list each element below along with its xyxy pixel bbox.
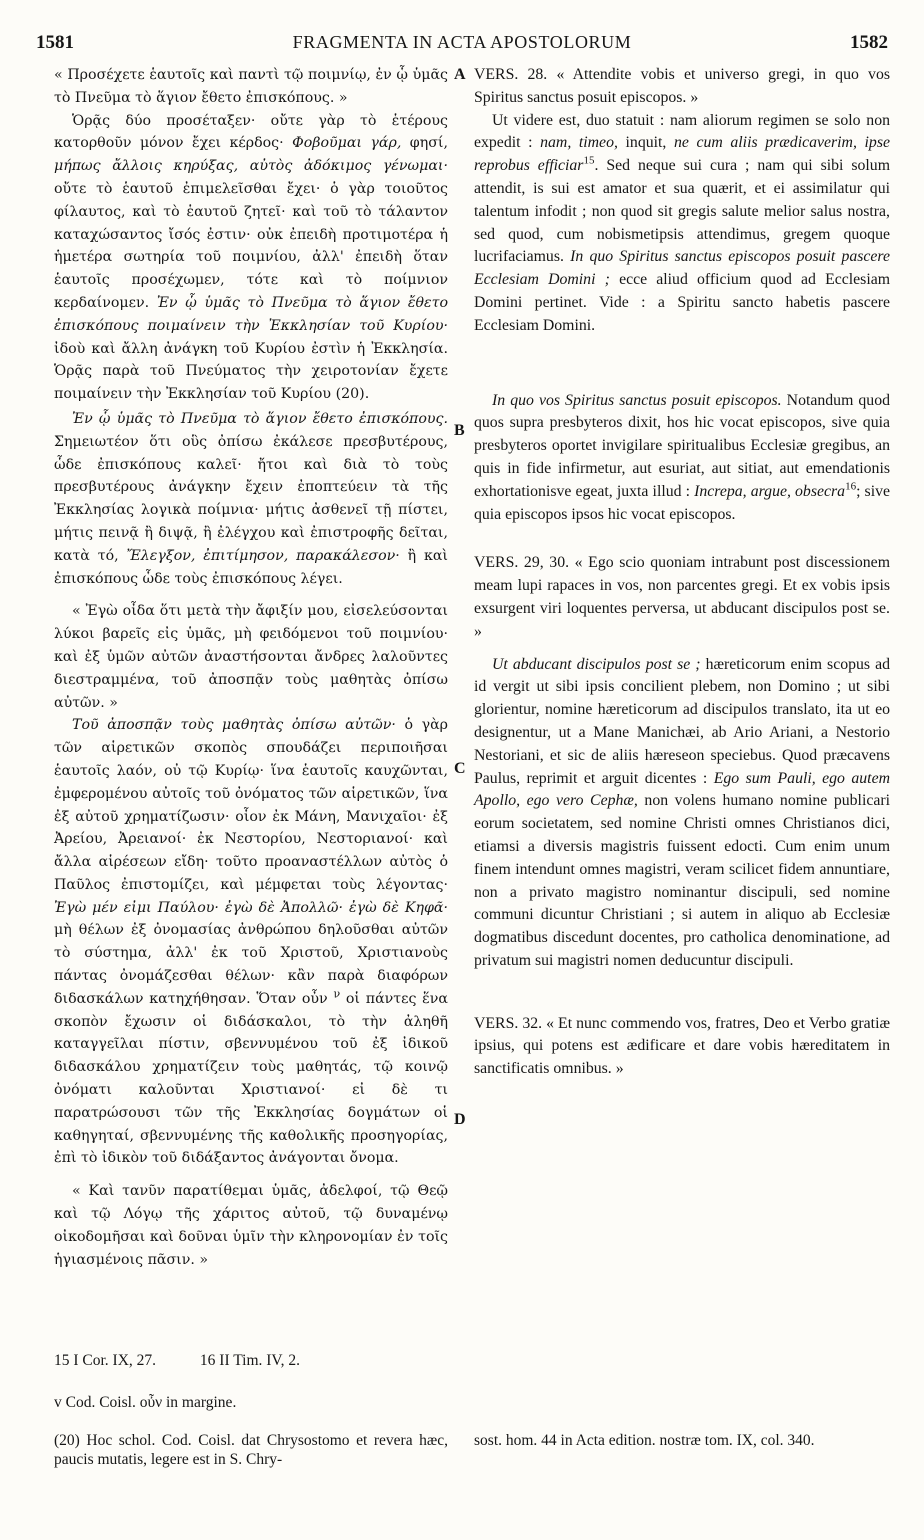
- margin-letter-b: B: [454, 422, 465, 439]
- latin-verse-28: VERS. 28. « Attendite vobis et universo gregi, in quo vos Spiritus sanctus posuit episcopos. »: [474, 66, 890, 106]
- greek-verse-28: « Προσέχετε ἑαυτοῖς καὶ παντὶ τῷ ποιμνίῳ, ἐν ᾧ ὑμᾶς τὸ Πνεῦμα τὸ ἅγιον ἔθετο ἐπισκόπους. »: [54, 67, 448, 106]
- latin-commentary-3: Ut abducant discipulos post se ; hæreticorum enim scopus ad id vergit ut sibi ipsis concilient plebem, non Domino ; ut sibi glorientur, nomine hæreticorum ad discipulos translato, ita ut eo designentur, ut a Mane Manichæi, ab Ario Ariani, a Nestorio Nestoriani, et sic de aliis hæreseon speciebus. Quod præcavens Paulus, reprimit et arguit dicentes : Ego sum Pauli, ego autem Apollo, ego vero Cephæ, non volens humano nomine publicari eorum societatem, sed nomine Christi omnes Christianos dici, etiamsi a diversis magistris fuissent edocti. Cum enim unum finem intendunt omnes magistri, veram scilicet fidem annuntiare, non a privato magistro nominantur discipuli, sed nomine communi dicuntur Christiani ; si autem in aliquo ab Ecclesiæ dogmatibus discedunt docentes, pro catholica denominatione, ad privatum sui magistri nomen deducuntur discipuli.: [474, 655, 890, 969]
- latin-column: [474, 64, 890, 1081]
- latin-verse-29-30: VERS. 29, 30. « Ego scio quoniam intrabunt post discessionem meam lupi rapaces in vos, non parcentes gregi. Et ex vobis ipsis exsurgent viri loquentes perversa, ut abducant discipulos post se. »: [474, 554, 890, 640]
- latin-commentary-1: Ut videre est, duo statuit : nam aliorum regimen se solo non expedit : nam, timeo, inquit, ne cum aliis prædicaverim, ipse reprobus efficiar$^{15}$. Sed neque sui cura ; nam qui sibi solum attendit, is sui est amator et sua quærit, et ei assimilatur qui talentum infodit ; non quod sit gregis salute melior salus nostra, sed quod, cum nobismetipsis attendimus, gregem quoque lucrifaciamus. In quo Spiritus sanctus episcopos posuit pascere Ecclesiam Domini ; ecce aliud officium quod ad Ecclesiam Domini pertinet. Vide : a Spiritu sancto habetis pascere Ecclesiam Domini.: [474, 111, 891, 334]
- footnote-15: 15 I Cor. IX, 27.: [54, 1352, 157, 1369]
- margin-letter-a: A: [454, 66, 466, 83]
- greek-verse-29-30: « Ἐγὼ οἶδα ὅτι μετὰ τὴν ἄφιξίν μου, εἰσελεύσονται λύκοι βαρεῖς εἰς ὑμᾶς, μὴ φειδόμενοι τοῦ ποιμνίου· καὶ ἐξ ὑμῶν αὐτῶν ἀναστήσονται ἄνδρες λαλοῦντες διεστραμμένα, τοῦ ἀποσπᾷν τοὺς μαθητὰς ὀπίσω αὐτῶν. »: [54, 603, 448, 711]
- footnote-16: 16 II Tim. IV, 2.: [199, 1352, 300, 1369]
- margin-letter-d: D: [454, 1111, 466, 1128]
- column-number-right: 1582: [850, 32, 888, 53]
- footnote-variant: v Cod. Coisl. οὖν in margine.: [54, 1394, 237, 1411]
- column-number-left: 1581: [36, 32, 74, 53]
- greek-verse-32: « Καὶ τανῦν παρατίθεμαι ὑμᾶς, ἀδελφοί, τῷ Θεῷ καὶ τῷ Λόγῳ τῆς χάριτος αὐτοῦ, τῷ δυναμένῳ οἰκοδομῆσαι καὶ δοῦναι ὑμῖν τὴν κληρονομίαν ἐν τοῖς ἡγιασμένοις πᾶσιν. »: [54, 1183, 448, 1268]
- greek-scholion-2: Ἐν ᾧ ὑμᾶς τὸ Πνεῦμα τὸ ἅγιον ἔθετο ἐπισκόπους. Σημειωτέον ὅτι οὓς ὀπίσω ἐκάλεσε πρεσβυτέρους, ὧδε ἐπισκόπους καλεῖ· ἤτοι καὶ διὰ τὸ τοὺς πρεσβυτέρους ἀνάγκην ἔχειν ἐποπτεύειν τὰ τῆς Ἐκκλησίας λογικὰ ποίμνια· μήτις ἀσθενεῖ τῇ πίστει, μήτις πεινᾷ ἢ διψᾷ, ἢ ἐλέγχου καὶ ἐπιστροφῆς δεῖται, κατὰ τό, Ἔλεγξον, ἐπιτίμησον, παρακάλεσον· ἢ καὶ ἐπισκόπους ὧδε τοὺς ἐπισκόπους λέγει.: [54, 410, 448, 587]
- running-title: FRAGMENTA IN ACTA APOSTOLORUM: [292, 32, 632, 52]
- footnotes-scripture: [54, 1352, 340, 1370]
- footnote-20-left: (20) Hoc schol. Cod. Coisl. dat Chrysostomo et revera hæc, paucis mutatis, legere est in S. Chry-: [54, 1432, 448, 1468]
- greek-column: [54, 64, 448, 1271]
- running-header: [36, 32, 888, 58]
- latin-verse-32: VERS. 32. « Et nunc commendo vos, fratres, Deo et Verbo gratiæ ipsius, qui potens est ædificare et dare vobis hæreditatem in sanctificatis omnibus. »: [474, 1014, 890, 1078]
- latin-scholion-2: In quo vos Spiritus sanctus posuit episcopos. Notandum quod quos supra presbyteros dixit, hos hic vocat episcopos, sive quia presbyteros oportet invigilare spiritualibus Ecclesiæ gregibus, an quis in fide infirmetur, aut esuriat, aut sitiat, aut emendationis exhortationisve egeat, juxta illud : Increpa, argue, obsecra$^{16}$; sive quia episcopos ipsos hic vocat episcopos.: [474, 391, 891, 523]
- footnote-20-right: sost. hom. 44 in Acta edition. nostræ tom. IX, col. 340.: [474, 1432, 815, 1449]
- greek-commentary-1: Ὁρᾷς δύο προσέταξεν· οὔτε γὰρ τὸ ἑτέρους κατορθοῦν μόνον ἔχει κέρδος· Φοβοῦμαι γάρ, φησί, μήπως ἄλλοις κηρύξας, αὐτὸς ἀδόκιμος γένωμαι· οὔτε τὸ ἑαυτοῦ ἐπιμελεῖσθαι ἔχει· ὁ γὰρ τοιοῦτος φίλαυτος, καὶ τὸ ἑαυτοῦ ζητεῖ· καὶ τοῦ τὸ τάλαντον καταχώσαντος ἴσός ἐστιν· οὐκ ἐπειδὴ προτιμοτέρα ἡ ἡμετέρα σωτηρία τοῦ ποιμνίου, ἀλλ' ἐπειδὴ ὅταν ἑαυτοῖς προσέχωμεν, τότε καὶ τὸ ποίμνιον κερδαίνομεν. Ἐν ᾧ ὑμᾶς τὸ Πνεῦμα τὸ ἅγιον ἔθετο ἐπισκόπους ποιμαίνειν τὴν Ἐκκλησίαν τοῦ Κυρίου· ἰδοὺ καὶ ἄλλη ἀνάγκη τοῦ Κυρίου ἐστὶν ἡ Ἐκκλησία. Ὁρᾷς παρὰ τοῦ Πνεύματος τὴν χειροτονίαν ἔχετε ποιμαίνειν τὴν Ἐκκλησίαν τοῦ Κυρίου (20).: [54, 112, 448, 403]
- greek-commentary-3: Τοῦ ἀποσπᾷν τοὺς μαθητὰς ὀπίσω αὐτῶν· ὁ γὰρ τῶν αἱρετικῶν σκοπὸς σπουδάζει περιποιῆσαι ἑαυτοῖς λαόν, οὐ τῷ Κυρίῳ· ἵνα ἑαυτοῖς καυχῶνται, ἐμφερομένου αὐτοῖς τοῦ ὀνόματος τῶν αἱρετικῶν, ἵνα ἐξ αὐτοῦ χρηματίζωσιν· οἷον ἐκ Μάνη, Μανιχαῖοι· ἐξ Ἀρείου, Ἀρειανοί· ἐκ Νεστορίου, Νεστοριανοί· καὶ ἄλλα αἱρέσεων εἴδη· τοῦτο προαναστέλλων αὐτὸς ὁ Παῦλος ἐπιστομίζει, καὶ μέμφεται τοὺς λέγοντας· Ἐγὼ μέν εἰμι Παύλου· ἐγὼ δὲ Ἀπολλῶ· ἐγὼ δὲ Κηφᾶ· μὴ θέλων ἐξ ὀνομασίας ἀνθρώπου δηλοῦσθαι αὐτῶν τὸ σύστημα, ἀλλ' ἐκ τοῦ Χριστοῦ, Χριστιανοὺς πάντας ὀνομάζεσθαι θέλων· κἂν παρὰ διαφόρων διδασκάλων κατηχήθησαν. Ὅταν οὖν $^\nu$ οἱ πάντες ἕνα σκοπὸν ἔχωσιν οἱ διδάσκαλοι, τὸ τὴν ἀληθῆ καταγγεῖλαι πίστιν, σβεννυμένου τοῦ ἐξ ἰδικοῦ διδασκάλου χρηματίζειν τοὺς μαθητάς, τῷ κοινῷ ὀνόματι καλοῦνται Χριστιανοί· εἰ δὲ τι παρατρώσουσι τῶν τῆς Ἐκκλησίας δογμάτων οἱ καθηγηταί, σβεννυμένης τῆς καθολικῆς προσηγορίας, ἐπὶ τὸ ἰδικὸν τοῦ διδάξαντος ἀνάγονται ὄνομα.: [54, 717, 449, 1167]
- margin-letter-c: C: [454, 760, 466, 777]
